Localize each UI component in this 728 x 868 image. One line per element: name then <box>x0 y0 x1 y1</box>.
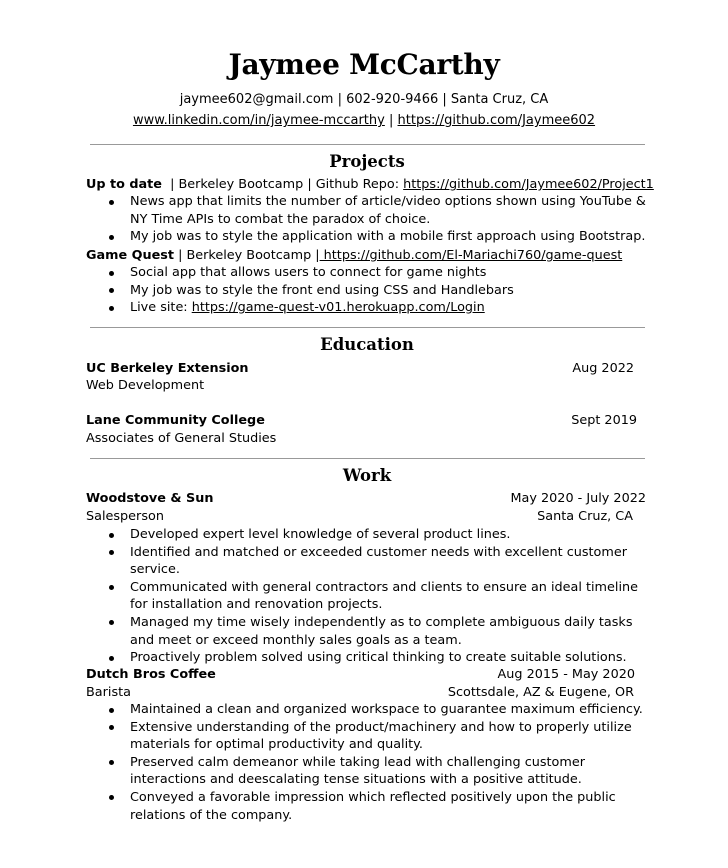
company-name: Dutch Bros Coffee <box>86 667 216 682</box>
company-name: Woodstove & Sun <box>86 491 214 506</box>
separator: | <box>307 177 312 192</box>
divider <box>90 327 645 328</box>
live-site-link[interactable]: https://game-quest-v01.herokuapp.com/Login <box>191 300 485 316</box>
education-entry <box>86 413 637 428</box>
program-name: Web Development <box>86 378 205 393</box>
project-name: Up to date <box>86 177 162 192</box>
candidate-name: Jaymee McCarthy <box>228 48 500 81</box>
job-dates: May 2020 - July 2022 <box>510 491 646 506</box>
job-dates: Aug 2015 - May 2020 <box>497 667 635 682</box>
job-bullets <box>86 526 646 667</box>
school-name: Lane Community College <box>86 413 265 428</box>
list-item: Maintained a clean and organized workspace to guarantee maximum efficiency. <box>86 701 646 719</box>
list-item: Preserved calm demeanor while taking lead with challenging customer interactions and deescalating tense situations with a positive attitude. <box>86 754 646 789</box>
list-item: Social app that allows users to connect for game nights <box>86 264 646 282</box>
list-item: Proactively problem solved using critical thinking to create suitable solutions. <box>86 649 646 667</box>
project-header <box>86 177 654 192</box>
project-bullets <box>86 193 646 246</box>
job-header <box>86 667 635 682</box>
live-site-label: Live site: <box>130 300 188 316</box>
education-heading: Education <box>320 335 414 354</box>
list-item: Conveyed a favorable impression which reflected positively upon the public relations of the company. <box>86 789 646 824</box>
list-item: My job was to style the application with a mobile first approach using Bootstrap. <box>86 228 646 246</box>
divider <box>90 144 645 145</box>
contact-line <box>0 92 728 107</box>
list-item: Communicated with general contractors and clients to ensure an ideal timeline for installation and renovation projects. <box>86 579 646 614</box>
project-org: Berkeley Bootcamp <box>186 248 312 263</box>
project-name: Game Quest <box>86 248 175 263</box>
list-item <box>86 299 646 317</box>
separator: | <box>337 92 342 107</box>
repo-label: Github Repo: <box>315 177 400 192</box>
education-entry <box>86 361 634 376</box>
job-role: Barista <box>86 685 131 700</box>
location: Santa Cruz, CA <box>450 92 549 107</box>
education-date: Sept 2019 <box>571 413 637 428</box>
separator: | <box>315 248 320 263</box>
job-location: Santa Cruz, CA <box>537 509 633 524</box>
list-item: My job was to style the front end using CSS and Handlebars <box>86 282 646 300</box>
job-role: Salesperson <box>86 509 164 524</box>
list-item: Extensive understanding of the product/machinery and how to properly utilize materials for optimal productivity and quality. <box>86 719 646 754</box>
job-bullets <box>86 701 646 824</box>
job-location: Scottsdale, AZ & Eugene, OR <box>447 685 634 700</box>
list-item: Developed expert level knowledge of several product lines. <box>86 526 646 544</box>
job-subheader <box>86 685 634 700</box>
links-line <box>0 113 728 128</box>
job-header <box>86 491 646 506</box>
list-item: Identified and matched or exceeded customer needs with excellent customer service. <box>86 544 646 579</box>
phone: 602-920-9466 <box>346 92 439 107</box>
email: jaymee602@gmail.com <box>179 92 334 107</box>
separator: | <box>388 113 394 128</box>
project-header <box>86 248 646 263</box>
project-org: Berkeley Bootcamp <box>178 177 304 192</box>
projects-heading: Projects <box>329 152 405 171</box>
divider <box>90 458 645 459</box>
list-item: Managed my time wisely independently as to complete ambiguous daily tasks and meet or exceed monthly sales goals as a team. <box>86 614 646 649</box>
separator: | <box>170 177 175 192</box>
linkedin-link[interactable]: www.linkedin.com/in/jaymee-mccarthy <box>132 113 385 128</box>
school-name: UC Berkeley Extension <box>86 361 249 376</box>
program-name: Associates of General Studies <box>86 431 277 446</box>
education-date: Aug 2022 <box>572 361 634 376</box>
work-heading: Work <box>342 466 392 485</box>
job-subheader <box>86 509 633 524</box>
list-item: News app that limits the number of article/video options shown using YouTube & NY Time APIs to combat the paradox of choice. <box>86 193 646 228</box>
separator: | <box>178 248 183 263</box>
repo-link[interactable]: https://github.com/Jaymee602/Project1 <box>403 177 654 192</box>
repo-link[interactable]: https://github.com/El-Mariachi760/game-quest <box>319 248 623 263</box>
github-link[interactable]: https://github.com/Jaymee602 <box>397 113 596 128</box>
separator: | <box>442 92 447 107</box>
project-bullets <box>86 264 646 317</box>
